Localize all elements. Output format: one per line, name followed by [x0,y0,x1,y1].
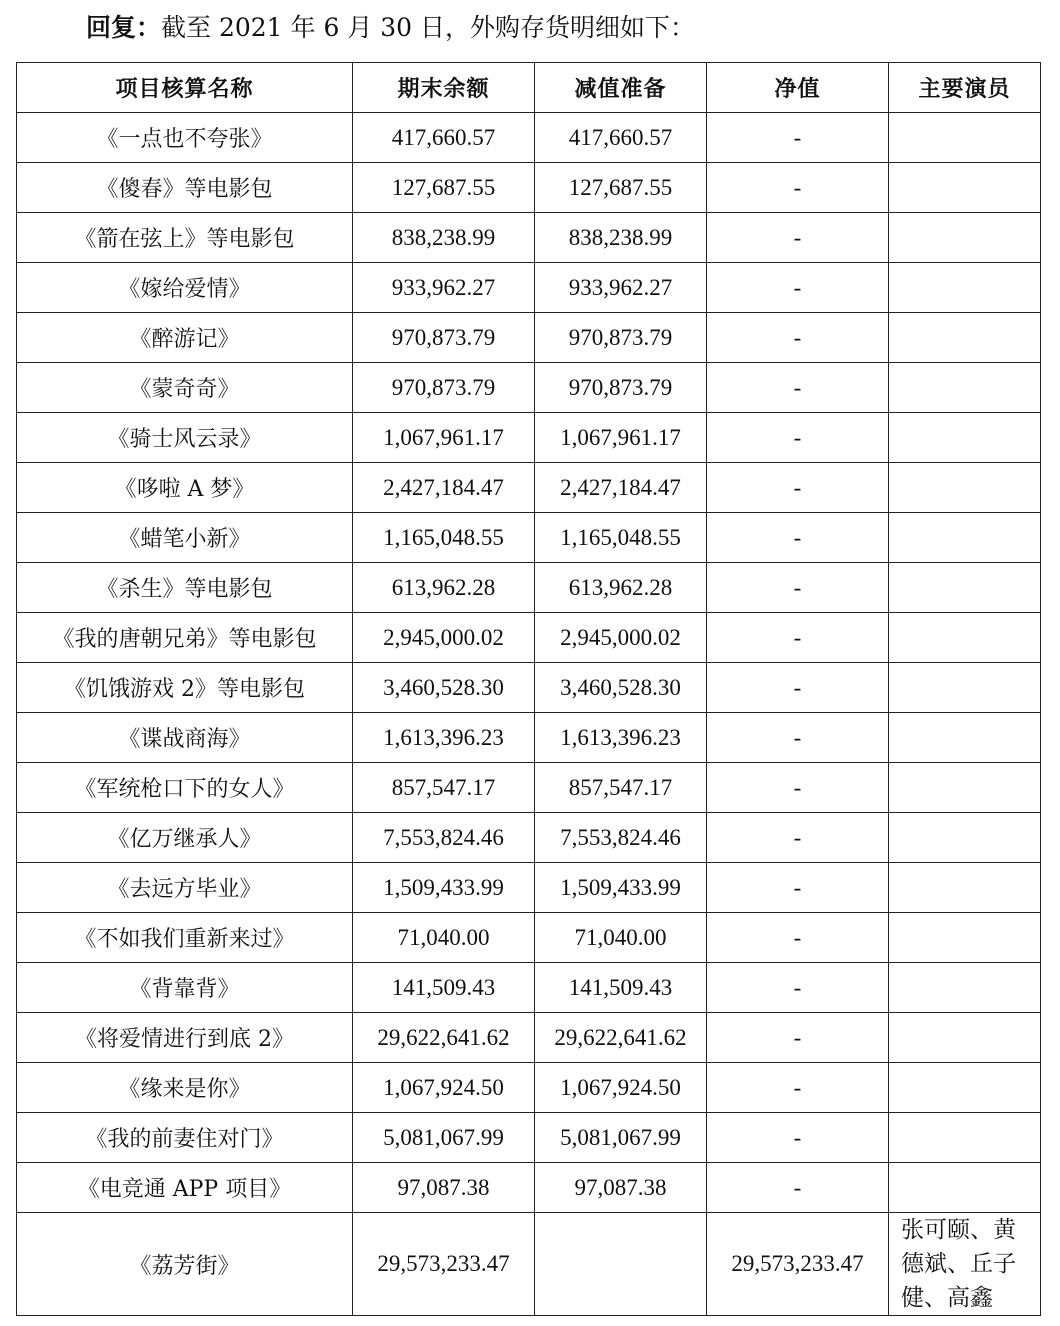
project-name: 《将爱情进行到底 2》 [17,1013,353,1063]
main-actors [889,663,1041,713]
project-name: 《箭在弦上》等电影包 [17,213,353,263]
project-name: 《一点也不夸张》 [17,113,353,163]
ending-balance: 7,553,824.46 [353,813,535,863]
ending-balance: 1,067,924.50 [353,1063,535,1113]
project-name: 《杀生》等电影包 [17,563,353,613]
ending-balance: 97,087.38 [353,1163,535,1213]
project-name: 《亿万继承人》 [17,813,353,863]
main-actors [889,313,1041,363]
main-actors [889,1113,1041,1163]
project-name: 《哆啦 A 梦》 [17,463,353,513]
table-row [17,1013,1041,1063]
ending-balance: 613,962.28 [353,563,535,613]
impairment: 2,945,000.02 [535,613,707,663]
project-name: 《我的前妻住对门》 [17,1113,353,1163]
net-value: - [707,1063,889,1113]
impairment: 71,040.00 [535,913,707,963]
table-header-row [17,63,1041,113]
table-row [17,1213,1041,1316]
project-name: 《傻春》等电影包 [17,163,353,213]
net-value: - [707,563,889,613]
main-actors [889,463,1041,513]
impairment: 3,460,528.30 [535,663,707,713]
impairment: 613,962.28 [535,563,707,613]
main-actors [889,963,1041,1013]
table-row [17,663,1041,713]
ending-balance: 29,573,233.47 [353,1213,535,1316]
net-value: - [707,763,889,813]
table-row [17,863,1041,913]
header-main-actors: 主要演员 [889,63,1041,113]
ending-balance: 1,067,961.17 [353,413,535,463]
impairment: 2,427,184.47 [535,463,707,513]
impairment: 838,238.99 [535,213,707,263]
net-value: - [707,613,889,663]
header-impairment: 减值准备 [535,63,707,113]
main-actors [889,813,1041,863]
ending-balance: 127,687.55 [353,163,535,213]
table-row [17,363,1041,413]
impairment: 933,962.27 [535,263,707,313]
net-value: - [707,313,889,363]
table-row [17,713,1041,763]
impairment: 127,687.55 [535,163,707,213]
impairment: 5,081,067.99 [535,1113,707,1163]
table-row [17,1063,1041,1113]
net-value: - [707,113,889,163]
net-value: - [707,913,889,963]
net-value: - [707,713,889,763]
project-name: 《电竞通 APP 项目》 [17,1163,353,1213]
main-actors [889,213,1041,263]
main-actors [889,713,1041,763]
table-row [17,313,1041,363]
ending-balance: 5,081,067.99 [353,1113,535,1163]
impairment: 857,547.17 [535,763,707,813]
impairment: 970,873.79 [535,363,707,413]
impairment: 1,165,048.55 [535,513,707,563]
main-actors [889,763,1041,813]
main-actors [889,363,1041,413]
main-actors [889,613,1041,663]
ending-balance: 933,962.27 [353,263,535,313]
table-row [17,463,1041,513]
header-ending-balance: 期末余额 [353,63,535,113]
table-row [17,963,1041,1013]
impairment: 97,087.38 [535,1163,707,1213]
impairment: 1,509,433.99 [535,863,707,913]
net-value: - [707,363,889,413]
project-name: 《醉游记》 [17,313,353,363]
table-row [17,813,1041,863]
project-name: 《荔芳街》 [17,1213,353,1316]
impairment: 417,660.57 [535,113,707,163]
project-name: 《谍战商海》 [17,713,353,763]
main-actors [889,163,1041,213]
table-row [17,563,1041,613]
table-row [17,213,1041,263]
main-actors [889,513,1041,563]
ending-balance: 1,509,433.99 [353,863,535,913]
project-name: 《不如我们重新来过》 [17,913,353,963]
table-row [17,413,1041,463]
table-row [17,113,1041,163]
project-name: 《嫁给爱情》 [17,263,353,313]
net-value: - [707,1163,889,1213]
ending-balance: 970,873.79 [353,363,535,413]
ending-balance: 2,945,000.02 [353,613,535,663]
impairment: 29,622,641.62 [535,1013,707,1063]
project-name: 《饥饿游戏 2》等电影包 [17,663,353,713]
impairment: 7,553,824.46 [535,813,707,863]
table-row [17,613,1041,663]
table-row [17,513,1041,563]
project-name: 《骑士风云录》 [17,413,353,463]
ending-balance: 2,427,184.47 [353,463,535,513]
reply-label: 回复： [86,13,162,42]
main-actors: 张可颐、黄德斌、丘子健、高鑫 [889,1213,1041,1316]
table-row [17,913,1041,963]
project-name: 《缘来是你》 [17,1063,353,1113]
main-actors [889,113,1041,163]
project-name: 《蒙奇奇》 [17,363,353,413]
net-value: - [707,513,889,563]
net-value: - [707,163,889,213]
main-actors [889,1063,1041,1113]
net-value: 29,573,233.47 [707,1213,889,1316]
project-name: 《蜡笔小新》 [17,513,353,563]
net-value: - [707,213,889,263]
main-actors [889,1163,1041,1213]
impairment: 141,509.43 [535,963,707,1013]
main-actors [889,413,1041,463]
main-actors [889,913,1041,963]
ending-balance: 838,238.99 [353,213,535,263]
net-value: - [707,813,889,863]
ending-balance: 141,509.43 [353,963,535,1013]
ending-balance: 71,040.00 [353,913,535,963]
main-actors [889,1013,1041,1063]
impairment [535,1213,707,1316]
reply-text: 截至 2021 年 6 月 30 日，外购存货明细如下： [161,13,696,42]
ending-balance: 1,613,396.23 [353,713,535,763]
reply-paragraph [86,8,695,48]
net-value: - [707,663,889,713]
project-name: 《去远方毕业》 [17,863,353,913]
net-value: - [707,963,889,1013]
net-value: - [707,263,889,313]
impairment: 1,067,924.50 [535,1063,707,1113]
main-actors [889,863,1041,913]
ending-balance: 1,165,048.55 [353,513,535,563]
main-actors [889,263,1041,313]
ending-balance: 857,547.17 [353,763,535,813]
table-row [17,163,1041,213]
net-value: - [707,863,889,913]
main-actors [889,563,1041,613]
impairment: 970,873.79 [535,313,707,363]
net-value: - [707,463,889,513]
table-row [17,1113,1041,1163]
ending-balance: 417,660.57 [353,113,535,163]
ending-balance: 970,873.79 [353,313,535,363]
net-value: - [707,413,889,463]
ending-balance: 3,460,528.30 [353,663,535,713]
table-row [17,263,1041,313]
table-row [17,763,1041,813]
header-project-name: 项目核算名称 [17,63,353,113]
table-row [17,1163,1041,1213]
project-name: 《我的唐朝兄弟》等电影包 [17,613,353,663]
inventory-table [16,62,1041,1316]
impairment: 1,613,396.23 [535,713,707,763]
project-name: 《背靠背》 [17,963,353,1013]
project-name: 《军统枪口下的女人》 [17,763,353,813]
net-value: - [707,1013,889,1063]
ending-balance: 29,622,641.62 [353,1013,535,1063]
header-net-value: 净值 [707,63,889,113]
impairment: 1,067,961.17 [535,413,707,463]
net-value: - [707,1113,889,1163]
